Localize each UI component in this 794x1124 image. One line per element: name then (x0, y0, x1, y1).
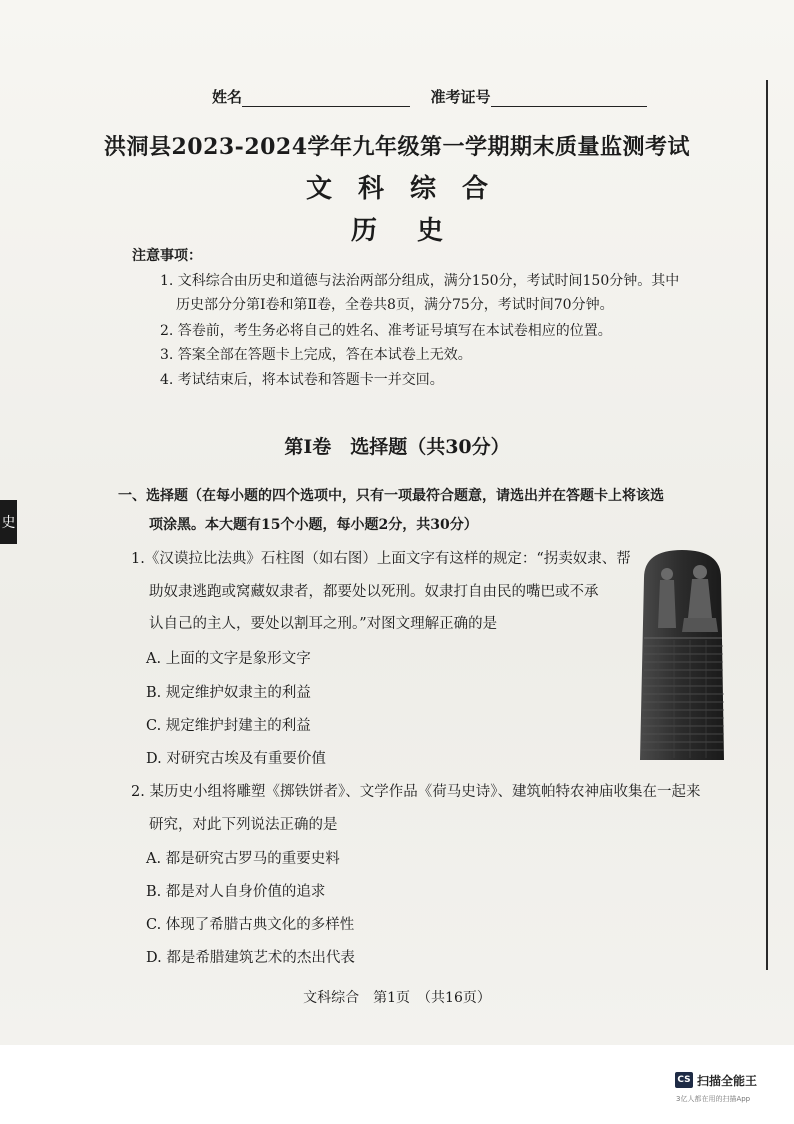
notice-item: 4. 考试结束后，将本试卷和答题卡一并交回。 (160, 372, 444, 388)
question-2-option-c: C. 体现了希腊古典文化的多样性 (146, 917, 355, 933)
scanner-tagline: 3亿人都在用的扫描App (676, 1095, 751, 1103)
notice-item: 3. 答案全部在答题卡上完成，答在本试卷上无效。 (160, 347, 472, 363)
name-label: 姓名 (212, 88, 243, 106)
notice-item: 1. 文科综合由历史和道德与法治两部分组成，满分150分，考试时间150分钟。其中 (160, 273, 680, 289)
instruction-line: 一、选择题（在每小题的四个选项中，只有一项最符合题意，请选出并在答题卡上将该选 (118, 488, 664, 504)
scanner-app-name: 扫描全能王 (697, 1074, 758, 1088)
notice-item: 历史部分分第Ⅰ卷和第Ⅱ卷，全卷共8页，满分75分，考试时间70分钟。 (176, 297, 614, 313)
question-2-option-d: D. 都是希腊建筑艺术的杰出代表 (146, 950, 355, 966)
camscanner-logo-icon: CS (675, 1072, 693, 1088)
exam-id-blank[interactable] (491, 90, 647, 107)
subject-side-tab: 史 (0, 500, 17, 544)
notice-item: 2. 答卷前，考生务必将自己的姓名、准考证号填写在本试卷相应的位置。 (160, 323, 612, 339)
part1-title: 第Ⅰ卷 选择题（共30分） (284, 436, 510, 458)
notice-heading: 注意事项： (132, 248, 202, 264)
question-1-text: 助奴隶逃跑或窝藏奴隶者，都要处以死刑。奴隶打自由民的嘴巴或不承 (149, 584, 599, 600)
question-1-option-a: A. 上面的文字是象形文字 (146, 651, 311, 667)
question-1-text: 1.《汉谟拉比法典》石柱图（如右图）上面文字有这样的规定：“拐卖奴隶、帮 (131, 551, 631, 567)
question-1-option-b: B. 规定维护奴隶主的利益 (146, 685, 311, 701)
question-2-option-b: B. 都是对人自身价值的追求 (146, 884, 326, 900)
section-title: 历史 (350, 216, 483, 246)
name-blank[interactable] (242, 90, 410, 107)
question-1-text: 认自己的主人，要处以割耳之刑。”对图文理解正确的是 (149, 616, 498, 632)
instruction-line: 项涂黑。本大题有15个小题，每小题2分，共30分） (149, 517, 478, 533)
question-1-option-d: D. 对研究古埃及有重要价值 (146, 751, 326, 767)
question-1-option-c: C. 规定维护封建主的利益 (146, 718, 311, 734)
question-2-text: 2. 某历史小组将雕塑《掷铁饼者》、文学作品《荷马史诗》、建筑帕特农神庙收集在一起来 (131, 784, 701, 800)
exam-id-label: 准考证号 (430, 88, 491, 106)
question-2-option-a: A. 都是研究古罗马的重要史料 (146, 851, 340, 867)
exam-title: 洪洞县2023-2024学年九年级第一学期期末质量监测考试 (103, 134, 691, 160)
hammurabi-stele-image (636, 548, 729, 762)
candidate-info-line (212, 86, 647, 107)
subject-title: 文科综合 (305, 174, 514, 204)
page-footer: 文科综合 第1页 （共16页） (303, 990, 491, 1006)
question-2-text: 研究，对此下列说法正确的是 (149, 817, 338, 833)
